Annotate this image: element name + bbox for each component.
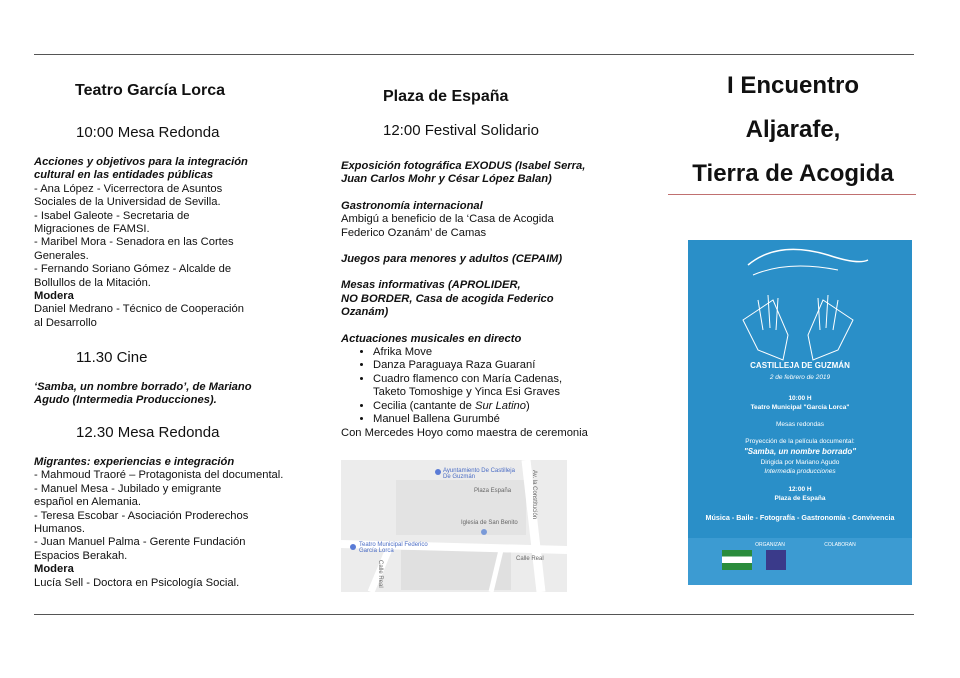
map-label-iglesia: Iglesia de San Benito [461,520,518,526]
poster-activities: Música - Baile - Fotografía - Gastronomía - Convivencia [705,513,895,522]
col1-session2-block [34,381,304,408]
poster-proyeccion: Proyección de la película documental: [745,438,855,445]
speaker-line: - Juan Manuel Palma - Gerente Fundación [34,536,246,549]
title-rule [668,194,916,195]
moderator-line: Lucía Sell - Doctora en Psicología Social. [34,576,240,589]
gastro-title: Gastronomía internacional [341,199,483,212]
film-line: Agudo (Intermedia Producciones). [34,394,217,407]
poster-town: CASTILLEJA DE GUZMÁN [750,361,850,370]
expo-line: Exposición fotográfica EXODUS (Isabel Serra, [341,160,586,172]
map-label-avenida: Av. la Constitución [531,470,537,520]
list-item-italic: Sur Latino [475,399,526,412]
list-item [373,373,611,400]
speaker-line: Espacios Berakah. [34,549,128,562]
speaker-line: - Ana López - Vicerrectora de Asuntos [34,182,223,195]
poster-footer [688,538,912,585]
speaker-line: español en Alemania. [34,496,141,509]
poster-venue-1: Teatro Municipal "García Lorca" [750,404,850,411]
list-item: • Afrika Move [373,346,611,359]
title-line: Tierra de Acogida [692,160,894,187]
map-label-teatro: Teatro Municipal Federico García Lorca [359,542,428,554]
moderator-label: Modera [34,290,74,303]
speaker-line: - Teresa Escobar - Asociación Proderechos [34,509,249,522]
event-poster [688,240,912,585]
main-title [668,64,918,196]
poster-colaboran: COLABORAN [824,542,856,548]
poster-time-2: 12:00 H [788,486,812,493]
poster-film: "Samba, un nombre borrado" [743,447,857,456]
moderator-line: Daniel Medrano - Técnico de Cooperación [34,303,244,316]
moderator-label: Modera [34,563,74,576]
bottom-rule [34,614,914,615]
speaker-line: Migraciones de FAMSI. [34,223,150,236]
moderator-line: al Desarrollo [34,316,97,329]
flag-logo [722,550,752,570]
title-line: Aljarafe, [745,116,841,143]
list-item-text: Taketo Tomoshige y Yinca Esi Graves [373,386,560,399]
musica-list [341,346,611,426]
mesas-line: NO BORDER, Casa de acogida Federico [341,292,554,305]
map-label-calle-2: Calle Real [377,560,383,588]
list-item-text: Cecilia (cantante de [373,399,475,412]
gastro-line: Federico Ozanám’ de Camas [341,226,487,239]
title-line: I Encuentro [726,72,859,99]
col1-session2-time: 11.30 Cine [76,349,148,366]
speaker-line: Bollullos de la Mitación. [34,276,151,289]
expo-line: Juan Carlos Mohr y César López Balan) [341,173,552,186]
hands-illustration [688,240,912,370]
list-item-text: Cuadro flamenco con María Cadenas, [373,372,563,385]
poster-mesas: Mesas redondas [775,421,825,428]
map-label-calle-real: Calle Real [516,556,544,562]
col2-venue: Plaza de España [383,88,509,105]
col2-block [341,160,611,440]
list-item-text: ) [526,399,530,412]
speaker-line: - Isabel Galeote - Secretaria de [34,209,190,222]
col1-s3-topic: Migrantes: experiencias e integración [34,456,235,468]
list-item: • Danza Paraguaya Raza Guaraní [373,359,611,372]
speaker-line: - Maribel Mora - Senadora en las Cortes [34,236,234,249]
col2-time: 12:00 Festival Solidario [383,122,539,139]
poster-organizan: ORGANIZAN [755,542,785,548]
top-rule [34,54,914,55]
poster-director: Dirigida por Mariano Agudo [760,459,840,466]
poster-time-1: 10:00 H [788,395,812,402]
famsi-logo [766,550,786,570]
speaker-line: Generales. [34,249,89,262]
mesas-line: Mesas informativas (APROLIDER, [341,279,521,292]
col1-s1-topic-2: cultural en las entidades públicas [34,169,214,182]
col1-session1-block [34,156,304,330]
list-item: • Manuel Ballena Gurumbé [373,413,611,426]
col1-venue: Teatro García Lorca [75,82,225,99]
film-line: ‘Samba, un nombre borrado’, de Mariano [34,381,252,393]
map-label-plaza: Plaza España [474,488,512,494]
col1-s1-topic-1: Acciones y objetivos para la integración [34,156,248,168]
poster-producer: Intermedia producciones [764,468,836,475]
location-map [341,460,567,592]
poster-venue-2: Plaza de España [774,495,826,502]
musica-title: Actuaciones musicales en directo [341,332,522,345]
juegos-line: Juegos para menores y adultos (CEPAIM) [341,253,563,266]
gastro-line: Ambigú a beneficio de la ‘Casa de Acogida [341,213,554,226]
col1-session3-block [34,456,314,590]
speaker-line: Humanos. [34,523,85,536]
speaker-line: - Fernando Soriano Gómez - Alcalde de [34,263,232,276]
speaker-line: - Manuel Mesa - Jubilado y emigrante [34,482,222,495]
col1-session3-time: 12.30 Mesa Redonda [76,424,220,441]
speaker-line: - Mahmoud Traoré – Protagonista del documental. [34,469,284,482]
speaker-line: Sociales de la Universidad de Sevilla. [34,196,221,209]
ceremonia-line: Con Mercedes Hoyo como maestra de ceremonia [341,426,588,439]
map-label-ayuntamiento: Ayuntamiento De Castilleja De Guzmán [443,468,515,480]
poster-date: 2 de febrero de 2019 [769,374,831,381]
mesas-line: Ozanám) [341,306,389,319]
col1-session1-time: 10:00 Mesa Redonda [76,124,220,141]
list-item [373,400,611,413]
